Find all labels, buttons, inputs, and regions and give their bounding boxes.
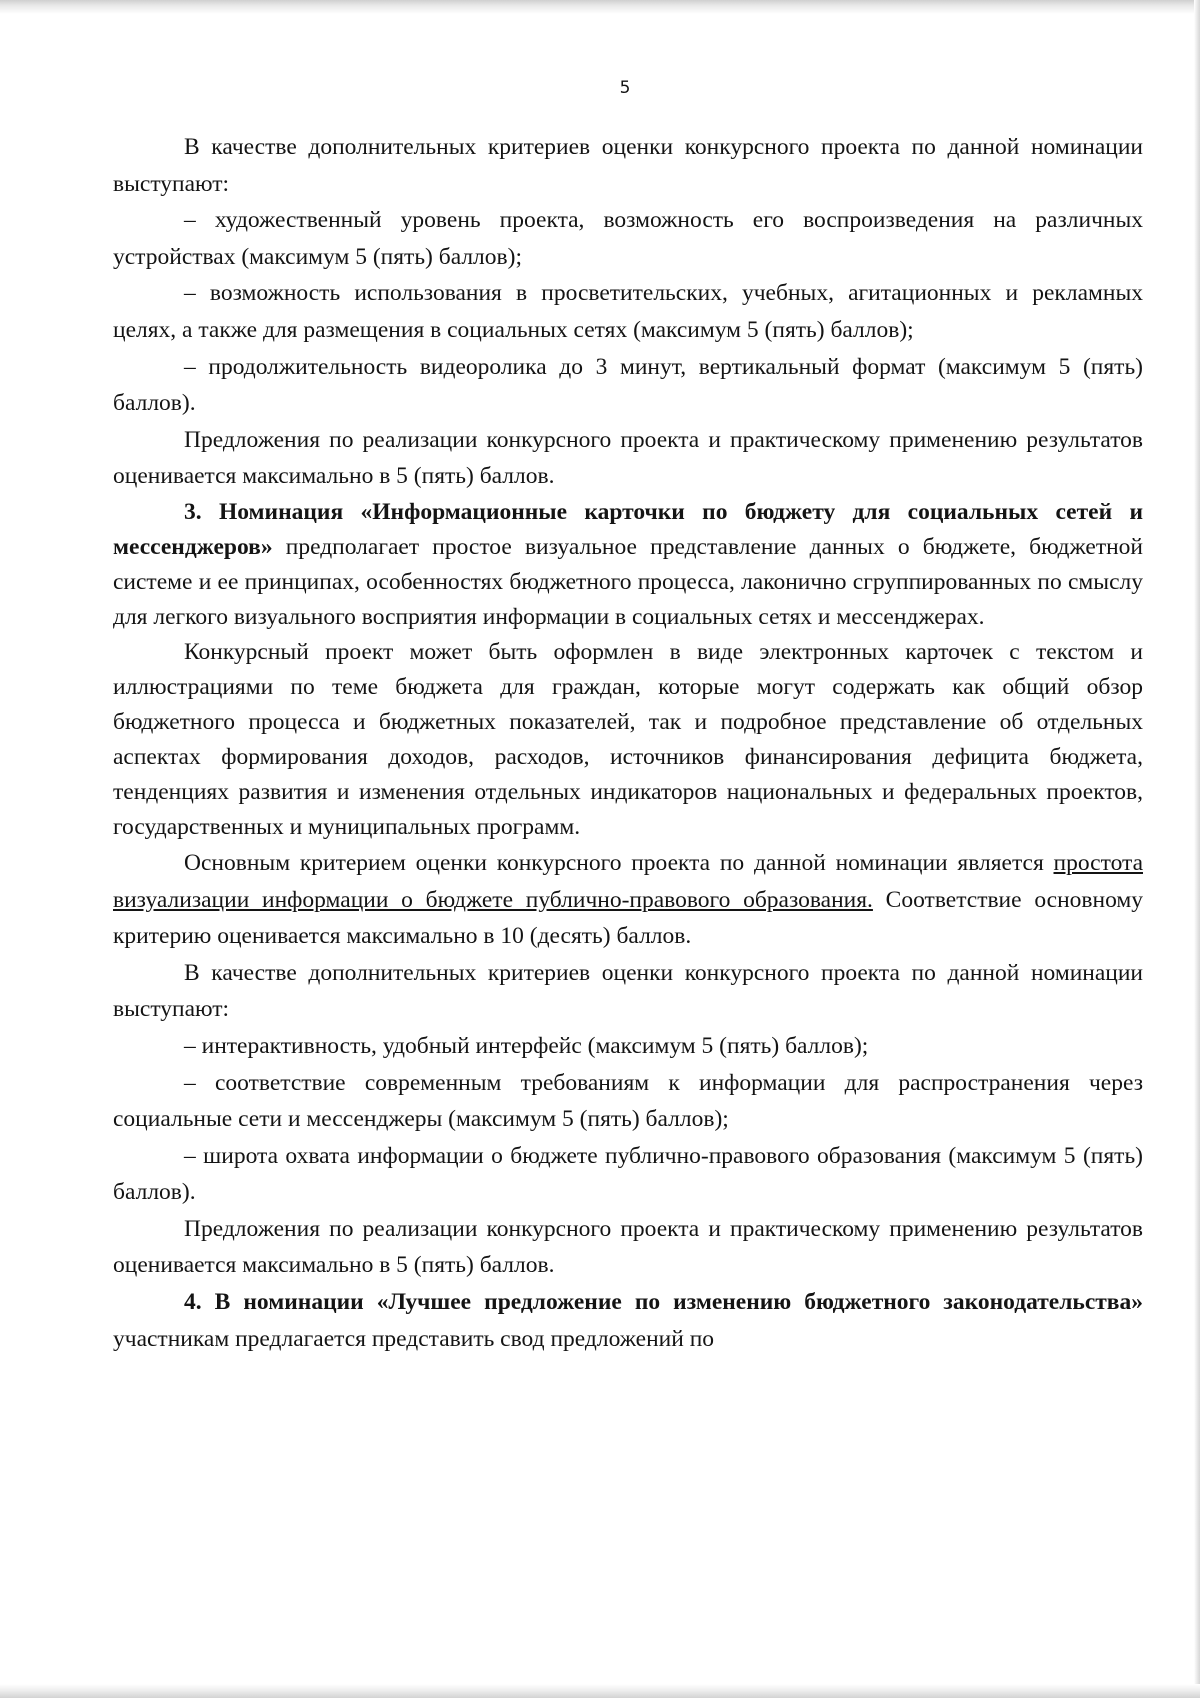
main-criterion-score: Соответствие основному критерию оценивается максимально в 10 (десять) баллов. bbox=[113, 886, 1144, 950]
paragraph-criterion-coverage: – широта охвата информации о бюджете публично-правового образования (максимум 5 (пять) баллов). bbox=[113, 1142, 1143, 1206]
paragraph-criterion-duration: – продолжительность видеоролика до 3 минут, вертикальный формат (максимум 5 (пять) баллов). bbox=[113, 353, 1143, 417]
paragraph-additional-criteria-intro-2: В качестве дополнительных критериев оценки конкурсного проекта по данной номинации выступают: bbox=[113, 959, 1143, 1023]
scan-edge-top bbox=[0, 0, 1200, 14]
paragraph-project-format: Конкурсный проект может быть оформлен в виде электронных карточек с текстом и иллюстрациями по теме бюджета для граждан, которые могут содержать как общий обзор бюджетного процесса и бюджетных показателей, так и подробное представление об отдельных аспектах формирования доходов, расходов, источников финансирования дефицита бюджета, тенденциях развития и изменения отдельных индикаторов национальных и федеральных проектов, государственных и муниципальных программ. bbox=[113, 638, 1143, 840]
paragraph-proposals-score-2: Предложения по реализации конкурсного проекта и практическому применению результатов оценивается максимально в 5 (пять) баллов. bbox=[113, 1215, 1143, 1279]
scan-edge-bottom bbox=[0, 1684, 1200, 1698]
main-criterion-underlined: простота визуализации информации о бюджете публично-правового образования. bbox=[113, 849, 1143, 913]
paragraph-criterion-interactivity: – интерактивность, удобный интерфейс (максимум 5 (пять) баллов); bbox=[184, 1032, 869, 1059]
nomination-3-description: предполагает простое визуальное представление данных о бюджете, бюджетной системе и ее принципах, особенностях бюджетного процесса, лаконично сгруппированных по смыслу для легкого визуального восприятия информации в социальных сетях и мессенджерах. bbox=[113, 533, 1143, 630]
paragraph-proposals-score: Предложения по реализации конкурсного проекта и практическому применению результатов оценивается максимально в 5 (пять) баллов. bbox=[113, 426, 1143, 490]
nomination-3-title: 3. Номинация «Информационные карточки по бюджету для социальных сетей и мессенджеров» bbox=[113, 498, 1143, 560]
nomination-4-title: 4. В номинации «Лучшее предложение по изменению бюджетного законодательства» bbox=[184, 1289, 1143, 1316]
paragraph-criterion-usage: – возможность использования в просветительских, учебных, агитационных и рекламных целях, а также для размещения в социальных сетях (максимум 5 (пять) баллов); bbox=[113, 280, 1143, 343]
page-number: 5 bbox=[619, 78, 631, 98]
paragraph-criterion-requirements: – соответствие современным требованиям к информации для распространения через социальные сети и мессенджеры (максимум 5 (пять) баллов); bbox=[113, 1069, 1143, 1133]
paragraph-additional-criteria-intro: В качестве дополнительных критериев оценки конкурсного проекта по данной номинации выступают: bbox=[113, 134, 1143, 197]
document-body bbox=[113, 129, 1143, 1357]
paragraph-nomination-3 bbox=[113, 495, 1143, 635]
main-criterion-lead: Основным критерием оценки конкурсного проекта по данной номинации является bbox=[184, 849, 1054, 876]
paragraph-criterion-artistic-level: – художественный уровень проекта, возможность его воспроизведения на различных устройствах (максимум 5 (пять) баллов); bbox=[113, 207, 1143, 270]
nomination-4-description: участникам предлагается представить свод предложений по bbox=[113, 1325, 715, 1352]
paragraph-nomination-4 bbox=[113, 1284, 1143, 1357]
paragraph-main-criterion bbox=[113, 845, 1143, 955]
scan-edge-right bbox=[1194, 0, 1200, 1698]
